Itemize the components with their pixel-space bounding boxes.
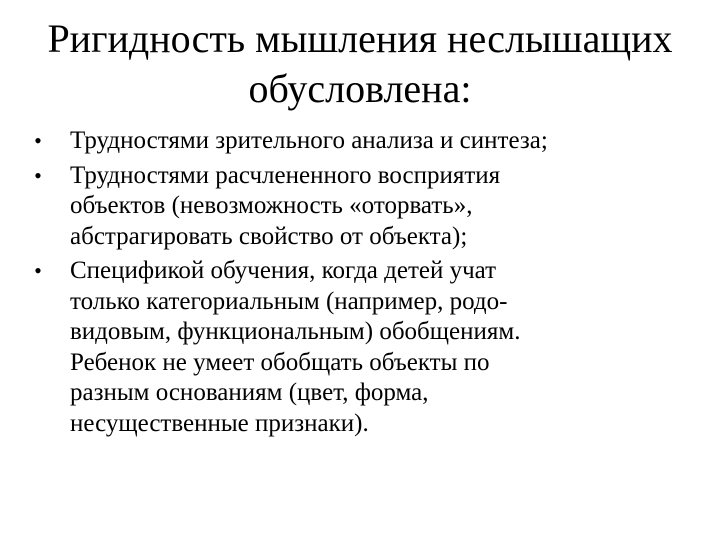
bullet-text [70,126,698,157]
bullet-item [28,126,698,157]
bullet-line: абстрагировать свойство от объекта); [70,222,468,250]
bullet-item [28,256,698,439]
bullet-text [70,161,698,253]
bullet-line: Трудностями зрительного анализа и синтеза; [70,127,548,154]
bullet-icon: • [34,162,42,188]
bullet-line: несущественные признаки). [70,409,369,437]
bullet-line: видовым, функциональным) обобщениям. [70,318,521,345]
bullet-line: Ребенок не умеет обобщать объекты по [70,348,490,376]
bullet-line: Спецификой обучения, когда детей учат [70,257,497,284]
title-line: обусловлена: [248,66,472,111]
bullet-line: разным основаниям (цвет, форма, [70,379,429,406]
bullet-line: Трудностями расчлененного восприятия [70,161,501,189]
slide-title [20,14,700,114]
bullet-line: только категориальным (например, родо- [70,287,508,315]
bullet-item [28,161,698,253]
bullet-icon: • [34,128,42,153]
title-line: Ригидность мышления неслышащих [47,16,673,61]
bullet-list [28,126,698,443]
bullet-text [70,256,698,439]
bullet-icon: • [34,258,42,283]
bullet-line: объектов (невозможность «оторвать», [70,192,473,219]
